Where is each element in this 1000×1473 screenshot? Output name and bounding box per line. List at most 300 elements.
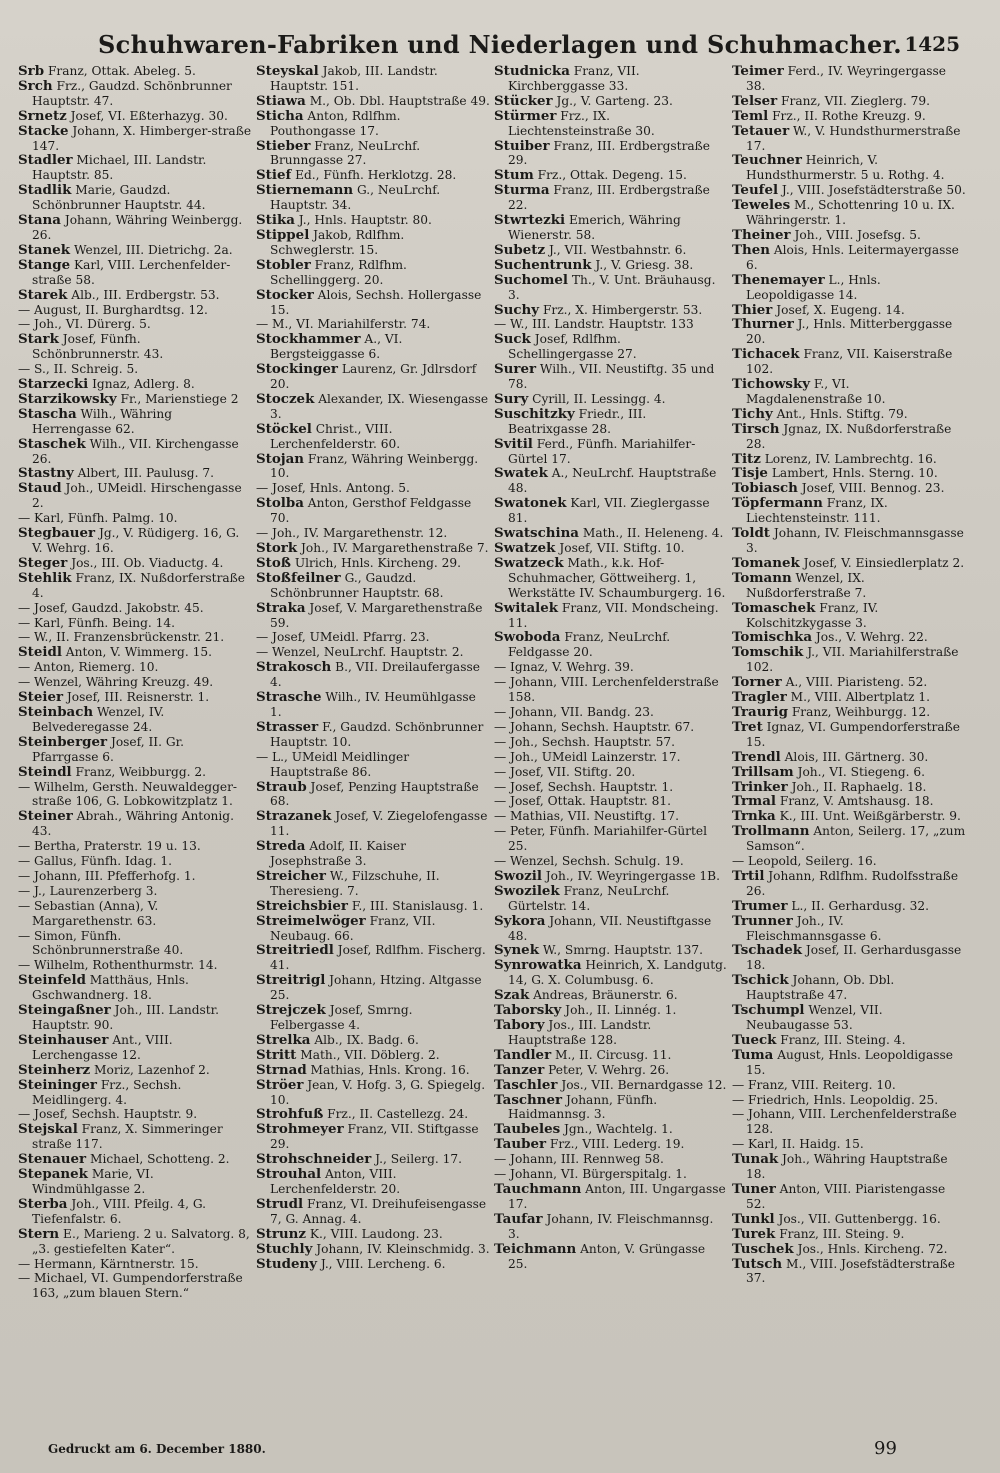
directory-entry bbox=[18, 1271, 252, 1301]
directory-entry bbox=[18, 511, 252, 526]
entry-surname: Taubeles bbox=[494, 1121, 561, 1138]
entry-surname: Thier bbox=[732, 301, 773, 318]
directory-entry bbox=[18, 869, 252, 884]
entry-surname: Subetz bbox=[494, 241, 546, 258]
entry-details: — Johann, Sechsh. Hauptstr. 67. bbox=[494, 719, 695, 734]
entry-details: — Mathias, VII. Neustiftg. 17. bbox=[494, 809, 680, 824]
directory-entry bbox=[18, 1227, 252, 1257]
directory-entry bbox=[494, 809, 728, 824]
directory-entry bbox=[494, 1018, 728, 1048]
directory-entry bbox=[18, 601, 252, 616]
entry-surname: Turek bbox=[732, 1225, 776, 1242]
entry-details: Joh., VIII. Pfeilg. 4, G. Tiefenfalstr. 6. bbox=[32, 1196, 206, 1226]
entry-details: — L., UMeidl Meidlinger Hauptstraße 86. bbox=[256, 749, 410, 779]
directory-entry bbox=[732, 243, 966, 273]
entry-surname: Stockinger bbox=[256, 361, 338, 378]
directory-entry bbox=[732, 943, 966, 973]
entry-details: August, Hnls. Leopoldigasse 15. bbox=[746, 1047, 953, 1077]
entry-details: Heinrich, V. Hundsthurmerstr. 5 u. Rothg. 4. bbox=[746, 153, 945, 183]
entry-surname: Stum bbox=[494, 167, 534, 184]
entry-details: Johann, Währing Weinbergg. 26. bbox=[32, 213, 243, 242]
directory-entry bbox=[494, 630, 728, 660]
entry-surname: Teml bbox=[732, 107, 769, 124]
entry-surname: Stuchly bbox=[256, 1240, 313, 1257]
directory-entry bbox=[494, 958, 728, 988]
directory-entry bbox=[732, 1078, 966, 1093]
entry-surname: Then bbox=[732, 241, 770, 258]
entry-details: — Karl, II. Haidg. 15. bbox=[732, 1137, 864, 1152]
entry-details: Frz., II. Castellezg. 24. bbox=[323, 1107, 469, 1122]
entry-surname: Theiner bbox=[732, 226, 791, 243]
entry-details: F., III. Stanislausg. 1. bbox=[347, 898, 484, 913]
entry-surname: Trinker bbox=[732, 778, 788, 795]
directory-entry bbox=[732, 526, 966, 556]
entry-details: Alois, III. Gärtnerg. 30. bbox=[780, 749, 929, 764]
entry-details: Franz, III. Steing. 9. bbox=[775, 1226, 905, 1241]
entry-surname: Titz bbox=[732, 450, 761, 467]
directory-entry bbox=[256, 481, 490, 496]
entry-surname: Stritt bbox=[256, 1046, 297, 1063]
entry-details: M., II. Circusg. 11. bbox=[551, 1047, 672, 1062]
entry-surname: Stoczek bbox=[256, 390, 315, 407]
directory-entry bbox=[256, 317, 490, 332]
directory-entry bbox=[732, 183, 966, 198]
entry-details: — Friedrich, Hnls. Leopoldig. 25. bbox=[732, 1092, 939, 1107]
directory-entry bbox=[494, 1182, 728, 1212]
entry-details: Franz, III. Erdbergstraße 29. bbox=[508, 138, 711, 168]
entry-surname: Tomschik bbox=[732, 644, 804, 661]
directory-entry bbox=[18, 1033, 252, 1063]
directory-entry bbox=[494, 526, 728, 541]
entry-surname: Tichy bbox=[732, 405, 773, 422]
entry-details: Franz, VII. Zieglerg. 79. bbox=[777, 93, 931, 108]
directory-entry bbox=[18, 556, 252, 571]
entry-details: Marie, VI. Windmühlgasse 2. bbox=[32, 1167, 154, 1196]
entry-surname: Tschumpl bbox=[732, 1002, 805, 1019]
directory-entry bbox=[18, 332, 252, 362]
directory-entry bbox=[256, 228, 490, 258]
entry-details: Josef, VI. Eßterhazyg. 30. bbox=[66, 108, 228, 123]
entry-details: K., III. Unt. Weißgärberstr. 9. bbox=[775, 809, 961, 824]
entry-details: — Wilhelm, Rothenthurmstr. 14. bbox=[18, 958, 218, 973]
entry-details: — Wenzel, NeuLrchf. Hauptstr. 2. bbox=[256, 645, 464, 660]
entry-surname: Swatschina bbox=[494, 525, 579, 542]
entry-surname: Stocker bbox=[256, 286, 314, 303]
directory-entry bbox=[732, 1003, 966, 1033]
directory-columns bbox=[18, 64, 970, 1429]
directory-entry bbox=[494, 765, 728, 780]
entry-details: J., VIII. Josefstädterstraße 50. bbox=[778, 183, 966, 198]
entry-surname: Svitil bbox=[494, 435, 533, 452]
entry-surname: Stehlik bbox=[18, 569, 72, 586]
directory-entry bbox=[732, 1137, 966, 1152]
entry-details: A., VIII. Piaristeng. 52. bbox=[781, 675, 928, 690]
entry-details: J., VIII. Lercheng. 6. bbox=[317, 1256, 446, 1271]
directory-entry bbox=[18, 466, 252, 481]
entry-details: Franz, VII. Neubaug. 66. bbox=[270, 913, 436, 943]
directory-entry bbox=[18, 616, 252, 631]
entry-surname: Swatzek bbox=[494, 540, 556, 556]
entry-details: — Johann, III. Pfefferhofg. 1. bbox=[18, 868, 196, 883]
directory-entry bbox=[256, 422, 490, 452]
directory-entry bbox=[256, 64, 490, 94]
entry-surname: Strunz bbox=[256, 1225, 306, 1242]
entry-surname: Sticha bbox=[256, 107, 304, 124]
entry-details: — Wenzel, Sechsh. Schulg. 19. bbox=[494, 854, 684, 869]
directory-entry bbox=[494, 392, 728, 407]
entry-surname: Teuchner bbox=[732, 152, 802, 169]
entry-details: Johann, IV. Fleischmannsg. 3. bbox=[508, 1211, 714, 1241]
directory-entry bbox=[732, 1152, 966, 1182]
entry-details: Lambert, Hnls. Sterng. 10. bbox=[767, 466, 938, 481]
entry-surname: Taborsky bbox=[494, 1002, 562, 1019]
entry-details: Franz, V. Amtshausg. 18. bbox=[775, 794, 934, 809]
entry-details: Jos., VII. Bernardgasse 12. bbox=[557, 1077, 727, 1092]
page-footer bbox=[0, 1438, 1000, 1462]
entry-details: Joh., IV. Fleischmannsgasse 6. bbox=[746, 913, 882, 943]
entry-details: Ant., VIII. Lerchengasse 12. bbox=[32, 1032, 173, 1062]
entry-details: Heinrich, X. Landgutg. 14, G. X. Columbusg. 6. bbox=[508, 958, 727, 988]
entry-details: — Josef, Hnls. Antong. 5. bbox=[256, 481, 410, 496]
entry-surname: Tuma bbox=[732, 1046, 774, 1063]
entry-details: W., Filzschuhe, II. Theresieng. 7. bbox=[270, 868, 440, 898]
column-2 bbox=[256, 64, 494, 1429]
entry-details: Franz, IV. Kolschitzkygasse 3. bbox=[746, 600, 879, 630]
directory-entry bbox=[494, 437, 728, 467]
directory-entry bbox=[732, 422, 966, 452]
directory-entry bbox=[732, 407, 966, 422]
entry-details: Adolf, II. Kaiser Josephstraße 3. bbox=[270, 839, 406, 869]
entry-surname: Srch bbox=[18, 77, 53, 94]
directory-entry bbox=[494, 94, 728, 109]
directory-entry bbox=[18, 645, 252, 660]
directory-entry bbox=[18, 392, 252, 407]
entry-surname: Stana bbox=[18, 212, 61, 229]
directory-entry bbox=[256, 258, 490, 288]
entry-surname: Swatonek bbox=[494, 495, 567, 512]
entry-surname: Steinhauser bbox=[18, 1031, 109, 1048]
directory-entry bbox=[494, 168, 728, 183]
directory-entry bbox=[732, 64, 966, 94]
entry-details: Emerich, Währing Wienerstr. 58. bbox=[508, 213, 681, 242]
entry-details: Johann, IV. Fleischmannsgasse 3. bbox=[746, 526, 964, 555]
entry-details: J., VII. Mariahilferstraße 102. bbox=[746, 645, 959, 675]
directory-entry bbox=[494, 1212, 728, 1242]
entry-details: Laurenz, Gr. Jdlrsdorf 20. bbox=[270, 362, 477, 392]
entry-details: — Wilhelm, Gersth. Neuwaldegger-straße 106, G. Lobkowitzplatz 1. bbox=[18, 779, 238, 809]
entry-details: Matthäus, Hnls. Gschwandnerg. 18. bbox=[32, 973, 189, 1003]
entry-surname: Stieber bbox=[256, 137, 311, 154]
directory-entry bbox=[256, 1078, 490, 1108]
entry-details: — M., VI. Mariahilferstr. 74. bbox=[256, 317, 431, 332]
entry-surname: Stöckel bbox=[256, 420, 312, 437]
directory-entry bbox=[256, 660, 490, 690]
directory-entry bbox=[256, 690, 490, 720]
directory-entry bbox=[256, 809, 490, 839]
column-4 bbox=[732, 64, 970, 1429]
directory-entry bbox=[18, 79, 252, 109]
entry-details: J., VII. Westbahnstr. 6. bbox=[545, 242, 687, 257]
directory-entry bbox=[18, 243, 252, 258]
directory-entry bbox=[494, 183, 728, 213]
entry-details: G., NeuLrchf. Hauptstr. 34. bbox=[270, 183, 441, 213]
directory-entry bbox=[732, 675, 966, 690]
entry-surname: Szak bbox=[494, 987, 530, 1004]
entry-surname: Steininger bbox=[18, 1076, 97, 1093]
entry-details: M., VIII. Josefstädterstraße 37. bbox=[746, 1256, 956, 1286]
entry-details: J., Seilerg. 17. bbox=[371, 1152, 463, 1167]
entry-surname: Teimer bbox=[732, 64, 784, 79]
entry-surname: Stippel bbox=[256, 226, 310, 243]
entry-surname: Stuiber bbox=[494, 137, 550, 154]
directory-entry bbox=[256, 362, 490, 392]
entry-details: Franz, IX. Nußdorferstraße 4. bbox=[32, 570, 246, 600]
directory-entry bbox=[18, 884, 252, 899]
directory-entry bbox=[494, 1078, 728, 1093]
directory-entry bbox=[732, 481, 966, 496]
directory-entry bbox=[18, 929, 252, 959]
directory-entry bbox=[18, 213, 252, 243]
directory-entry bbox=[256, 288, 490, 318]
entry-details: Josef, Penzing Hauptstraße 68. bbox=[270, 779, 479, 809]
directory-entry bbox=[732, 109, 966, 124]
entry-details: L., II. Gerhardusg. 32. bbox=[787, 898, 930, 913]
entry-surname: Tueck bbox=[732, 1031, 777, 1048]
entry-surname: Steier bbox=[18, 689, 64, 706]
entry-surname: Trmal bbox=[732, 793, 776, 810]
entry-details: Jos., V. Wehrg. 22. bbox=[812, 630, 928, 645]
entry-surname: Strazanek bbox=[256, 808, 332, 825]
entry-details: B., VII. Dreilaufergasse 4. bbox=[270, 660, 480, 690]
entry-surname: Swatek bbox=[494, 465, 548, 482]
directory-entry bbox=[732, 854, 966, 869]
directory-entry bbox=[256, 526, 490, 541]
directory-entry bbox=[494, 884, 728, 914]
entry-details: Jos., VII. Guttenbergg. 16. bbox=[774, 1211, 941, 1226]
directory-entry bbox=[18, 958, 252, 973]
entry-details: K., VIII. Laudong. 23. bbox=[306, 1226, 443, 1241]
entry-surname: Tunak bbox=[732, 1151, 779, 1168]
entry-details: Ignaz, VI. Gumpendorferstraße 15. bbox=[746, 719, 961, 749]
directory-entry bbox=[494, 780, 728, 795]
entry-surname: Teweles bbox=[732, 197, 791, 214]
entry-details: Josef, Rdlfhm. Schellingergasse 27. bbox=[508, 332, 637, 362]
print-date: Gedruckt am 6. December 1880. bbox=[48, 1442, 266, 1456]
entry-details: — Josef, UMeidl. Pfarrg. 23. bbox=[256, 630, 430, 645]
entry-details: Anton, V. Wimmerg. 15. bbox=[61, 645, 212, 660]
entry-details: Michael, Schotteng. 2. bbox=[86, 1152, 230, 1167]
entry-details: W., V. Hundsthurmerstraße 17. bbox=[746, 123, 961, 153]
entry-details: F., VI. Magdalenenstraße 10. bbox=[746, 377, 886, 406]
sheet-number: 99 bbox=[874, 1438, 897, 1459]
entry-surname: Tuschek bbox=[732, 1240, 794, 1257]
entry-details: Christ., VIII. Lerchenfelderstr. 60. bbox=[270, 421, 401, 451]
directory-entry bbox=[732, 94, 966, 109]
directory-entry bbox=[494, 496, 728, 526]
directory-entry bbox=[18, 526, 252, 556]
entry-surname: Stadler bbox=[18, 152, 73, 169]
entry-surname: Tomischka bbox=[732, 629, 812, 646]
entry-surname: Swoboda bbox=[494, 629, 561, 646]
entry-surname: Surer bbox=[494, 361, 537, 378]
entry-surname: Stürmer bbox=[494, 107, 557, 124]
entry-surname: Stern bbox=[18, 1225, 60, 1242]
directory-entry bbox=[256, 839, 490, 869]
entry-details: F., Gaudzd. Schönbrunner Hauptstr. 10. bbox=[270, 719, 484, 749]
entry-surname: Staud bbox=[18, 480, 62, 497]
entry-details: Franz, VII. Kaiserstraße 102. bbox=[746, 347, 953, 377]
entry-surname: Stork bbox=[256, 540, 298, 556]
directory-entry bbox=[732, 496, 966, 526]
entry-details: Ulrich, Hnls. Kircheng. 29. bbox=[290, 555, 462, 570]
directory-entry bbox=[494, 1003, 728, 1018]
entry-details: Johann, IV. Kleinschmidg. 3. bbox=[312, 1241, 490, 1256]
directory-entry bbox=[732, 377, 966, 407]
directory-entry bbox=[494, 824, 728, 854]
directory-entry bbox=[18, 377, 252, 392]
entry-details: Johann, VII. Neustiftgasse 48. bbox=[508, 913, 712, 943]
entry-details: Jean, V. Hofg. 3, G. Spiegelg. 10. bbox=[270, 1077, 486, 1107]
page-title: Schuhwaren-Fabriken und Niederlagen und Schuhmacher. bbox=[98, 30, 902, 59]
entry-surname: Studeny bbox=[256, 1255, 317, 1272]
directory-entry bbox=[256, 973, 490, 1003]
directory-entry bbox=[18, 1078, 252, 1108]
entry-surname: Stanek bbox=[18, 241, 71, 258]
entry-details: E., Marieng. 2 u. Salvatorg. 8, „3. gestiefelten Kater“. bbox=[32, 1226, 250, 1256]
directory-entry bbox=[18, 809, 252, 839]
entry-surname: Strohschneider bbox=[256, 1151, 372, 1168]
entry-details: Josef, III. Reisnerstr. 1. bbox=[63, 690, 210, 705]
directory-entry bbox=[18, 109, 252, 124]
entry-details: Franz, Ottak. Abeleg. 5. bbox=[44, 64, 196, 78]
entry-surname: Sturma bbox=[494, 182, 550, 199]
entry-surname: Suck bbox=[494, 331, 531, 348]
entry-surname: Stegbauer bbox=[18, 525, 96, 542]
entry-surname: Stascha bbox=[18, 405, 77, 422]
directory-entry bbox=[494, 735, 728, 750]
entry-details: Mathias, Hnls. Krong. 16. bbox=[306, 1062, 470, 1077]
entry-details: Math., VII. Döblerg. 2. bbox=[296, 1047, 440, 1062]
entry-details: Johann, Rdlfhm. Rudolfsstraße 26. bbox=[746, 868, 959, 898]
directory-entry bbox=[18, 675, 252, 690]
entry-details: — Gallus, Fünfh. Idag. 1. bbox=[18, 854, 173, 869]
entry-surname: Streicher bbox=[256, 867, 326, 884]
entry-details: Frz., Ottak. Degeng. 15. bbox=[533, 168, 687, 183]
entry-surname: Stolba bbox=[256, 495, 304, 512]
directory-entry bbox=[732, 1257, 966, 1287]
entry-surname: Taschler bbox=[494, 1076, 558, 1093]
directory-entry bbox=[494, 660, 728, 675]
entry-details: Joh., II. Raphaelg. 18. bbox=[787, 779, 927, 794]
entry-surname: Tichacek bbox=[732, 346, 800, 363]
entry-details: — Sebastian (Anna), V. Margarethenstr. 63. bbox=[18, 898, 159, 928]
entry-surname: Staschek bbox=[18, 435, 86, 452]
entry-surname: Tschadek bbox=[732, 942, 802, 959]
entry-details: Franz, X. Simmeringer straße 117. bbox=[32, 1122, 223, 1152]
directory-entry bbox=[494, 1167, 728, 1182]
entry-surname: Tanzer bbox=[494, 1061, 545, 1078]
entry-surname: Stika bbox=[256, 212, 295, 229]
directory-entry bbox=[732, 347, 966, 377]
directory-entry bbox=[256, 1003, 490, 1033]
directory-entry bbox=[494, 109, 728, 139]
entry-surname: Traurig bbox=[732, 703, 788, 720]
entry-surname: Strasser bbox=[256, 718, 319, 735]
entry-surname: Switalek bbox=[494, 599, 559, 616]
entry-surname: Steinberger bbox=[18, 733, 108, 750]
directory-entry bbox=[18, 899, 252, 929]
entry-details: — Karl, Fünfh. Being. 14. bbox=[18, 615, 176, 630]
entry-details: — Joh., Sechsh. Hauptstr. 57. bbox=[494, 734, 676, 749]
directory-entry bbox=[18, 362, 252, 377]
directory-entry bbox=[18, 1257, 252, 1272]
entry-details: — Joh., UMeidl Lainzerstr. 17. bbox=[494, 749, 681, 764]
directory-entry bbox=[256, 541, 490, 556]
directory-entry bbox=[256, 943, 490, 973]
entry-details: Josef, II. Gerhardusgasse 18. bbox=[746, 943, 962, 973]
entry-surname: Toldt bbox=[732, 525, 770, 542]
directory-entry bbox=[494, 988, 728, 1003]
entry-details: Franz, Weihburgg. 12. bbox=[787, 704, 931, 719]
directory-entry bbox=[18, 183, 252, 213]
directory-entry bbox=[256, 1257, 490, 1272]
entry-details: G., Gaudzd. Schönbrunner Hauptstr. 68. bbox=[270, 570, 444, 600]
directory-entry bbox=[256, 601, 490, 631]
directory-entry bbox=[732, 809, 966, 824]
entry-details: Johann, Htzing. Altgasse 25. bbox=[270, 973, 482, 1003]
entry-details: Johann, Fünfh. Haidmannsg. 3. bbox=[508, 1092, 658, 1122]
directory-entry bbox=[18, 64, 252, 79]
entry-details: Wilh., Währing Herrengasse 62. bbox=[32, 406, 173, 436]
entry-details: — J., Laurenzerberg 3. bbox=[18, 883, 158, 898]
directory-entry bbox=[18, 780, 252, 810]
directory-entry bbox=[494, 362, 728, 392]
directory-entry bbox=[494, 869, 728, 884]
entry-surname: Suschitzky bbox=[494, 405, 575, 422]
entry-surname: Streitrigl bbox=[256, 972, 326, 989]
entry-details: Franz, VII. Stiftgasse 29. bbox=[270, 1122, 479, 1152]
entry-details: J., Hnls. Hauptstr. 80. bbox=[294, 213, 432, 228]
entry-details: Karl, VIII. Lerchenfelder-straße 58. bbox=[32, 257, 231, 287]
directory-entry bbox=[18, 1003, 252, 1033]
entry-details: M., Ob. Dbl. Hauptstraße 49. bbox=[305, 93, 490, 108]
entry-details: Alb., IX. Badg. 6. bbox=[310, 1032, 419, 1047]
entry-surname: Stiawa bbox=[256, 92, 306, 109]
entry-surname: Thenemayer bbox=[732, 271, 825, 288]
entry-details: — Peter, Fünfh. Mariahilfer-Gürtel 25. bbox=[494, 824, 707, 854]
entry-surname: Tschick bbox=[732, 972, 789, 989]
entry-details: — Ignaz, V. Wehrg. 39. bbox=[494, 660, 634, 675]
entry-details: Andreas, Bräunerstr. 6. bbox=[529, 988, 678, 1003]
entry-surname: Stadlik bbox=[18, 182, 72, 199]
directory-entry bbox=[732, 556, 966, 571]
directory-entry bbox=[18, 1167, 252, 1197]
entry-details: Josef, Fünfh. Schönbrunnerstr. 43. bbox=[32, 332, 164, 362]
entry-details: Marie, Gaudzd. Schönbrunner Hauptstr. 44. bbox=[32, 183, 206, 213]
directory-entry bbox=[732, 869, 966, 899]
directory-entry bbox=[18, 735, 252, 765]
entry-surname: Suchy bbox=[494, 301, 540, 318]
directory-entry bbox=[256, 750, 490, 780]
entry-surname: Steiner bbox=[18, 808, 73, 825]
directory-entry bbox=[494, 943, 728, 958]
column-3 bbox=[494, 64, 732, 1429]
entry-details: — Leopold, Seilerg. 16. bbox=[732, 854, 877, 869]
directory-entry bbox=[494, 601, 728, 631]
entry-details: — Hermann, Kärntnerstr. 15. bbox=[18, 1256, 199, 1271]
entry-details: — S., II. Schreig. 5. bbox=[18, 362, 139, 377]
entry-surname: Swatzeck bbox=[494, 554, 564, 571]
